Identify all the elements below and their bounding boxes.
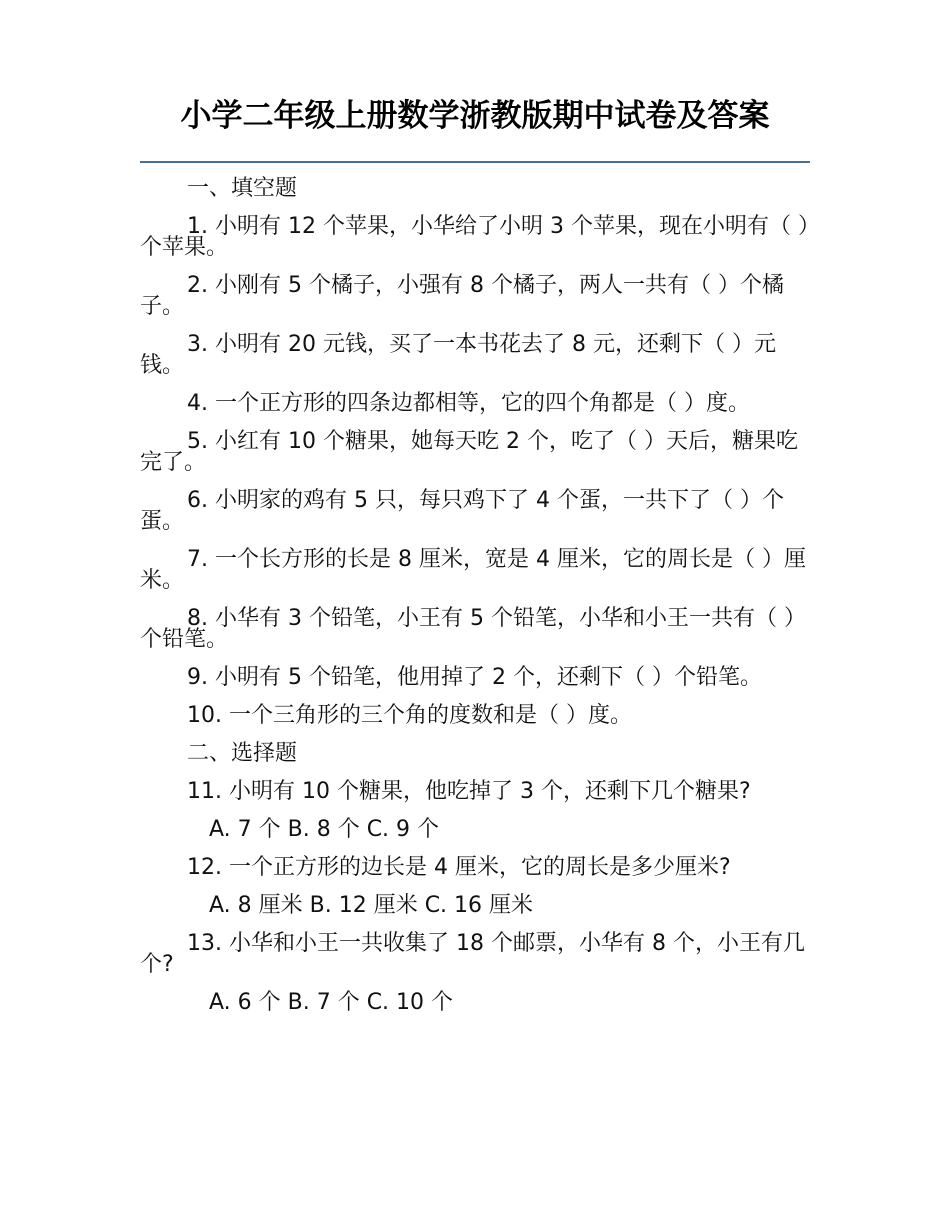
question-12: 12. 一个正方形的边长是 4 厘米，它的周长是多少厘米? <box>187 855 731 880</box>
question-1: 1. 小明有 12 个苹果，小华给了小明 3 个苹果，现在小明有（ ）个苹果。 <box>140 214 809 260</box>
question-11: 11. 小明有 10 个糖果，他吃掉了 3 个，还剩下几个糖果? <box>187 779 751 804</box>
question-8: 8. 小华有 3 个铅笔，小王有 5 个铅笔，小华和小王一共有（ ）个铅笔。 <box>140 606 806 652</box>
question-9: 9. 小明有 5 个铅笔，他用掉了 2 个，还剩下（ ）个铅笔。 <box>187 665 762 690</box>
question-7: 7. 一个长方形的长是 8 厘米，宽是 4 厘米，它的周长是（ ）厘米。 <box>140 547 806 593</box>
section-heading-multiple-choice: 二、选择题 <box>187 741 298 766</box>
question-10: 10. 一个三角形的三个角的度数和是（ ）度。 <box>187 703 632 728</box>
section-heading-fill-blank: 一、填空题 <box>187 176 298 201</box>
question-5: 5. 小红有 10 个糖果，她每天吃 2 个，吃了（ ）天后，糖果吃完了。 <box>140 429 798 475</box>
question-13-options: A. 6 个 B. 7 个 C. 10 个 <box>209 990 454 1015</box>
question-2: 2. 小刚有 5 个橘子，小强有 8 个橘子，两人一共有（ ）个橘子。 <box>140 273 784 319</box>
question-11-options: A. 7 个 B. 8 个 C. 9 个 <box>209 817 440 842</box>
question-13: 13. 小华和小王一共收集了 18 个邮票，小华有 8 个，小王有几个? <box>140 931 805 977</box>
question-12-options: A. 8 厘米 B. 12 厘米 C. 16 厘米 <box>209 893 534 918</box>
document-title: 小学二年级上册数学浙教版期中试卷及答案 <box>180 98 770 134</box>
question-4: 4. 一个正方形的四条边都相等，它的四个角都是（ ）度。 <box>187 391 750 416</box>
question-6: 6. 小明家的鸡有 5 只，每只鸡下了 4 个蛋，一共下了（ ）个蛋。 <box>140 488 784 534</box>
question-3: 3. 小明有 20 元钱，买了一本书花去了 8 元，还剩下（ ）元钱。 <box>140 332 776 378</box>
document-body <box>140 178 812 1030</box>
title-underline <box>140 161 810 163</box>
